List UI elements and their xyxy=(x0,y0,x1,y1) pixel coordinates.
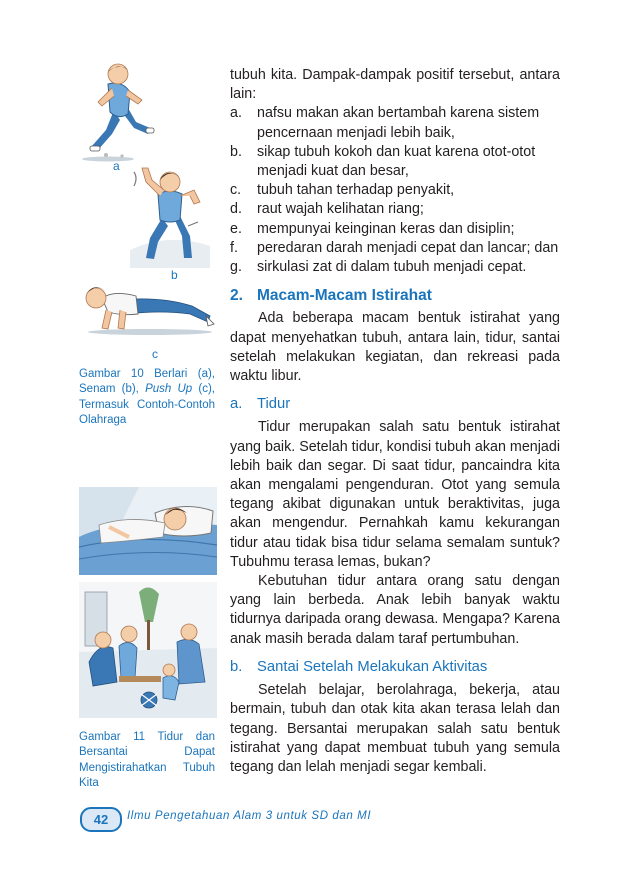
list-item xyxy=(230,239,560,258)
list-item xyxy=(230,181,560,200)
subsection-heading-santai xyxy=(230,658,560,677)
running-boy-illustration xyxy=(78,62,164,162)
list-item xyxy=(230,258,560,277)
list-item-label: f. xyxy=(230,239,238,256)
pushup-boy-illustration xyxy=(80,276,216,336)
figure-label-c: c xyxy=(152,347,158,361)
list-item-text: mempunyai keinginan keras dan disiplin; xyxy=(257,220,515,237)
section-paragraph: Ada beberapa macam bentuk istirahat yang dapat menyehatkan tubuh, antara lain, tidur, santai setelah melakukan kegiatan, dan rekreasi pada waktu libur. xyxy=(230,310,560,385)
tidur-paragraph-2: Kebutuhan tidur antara orang satu dengan yang lain berbeda. Anak lebih banyak waktu tidurnya daripada orang dewasa. Mengapa? Karena anak masih berada dalam taraf pertumbuhan. xyxy=(230,573,560,647)
subsection-heading-tidur xyxy=(230,395,560,414)
list-item xyxy=(230,200,560,219)
list-item xyxy=(230,220,560,239)
subsection-title: Santai Setelah Melakukan Aktivitas xyxy=(257,658,488,675)
list-item-label: d. xyxy=(230,201,242,218)
list-item-text: sirkulasi zat di dalam tubuh menjadi cepat. xyxy=(257,259,527,276)
list-item-text: tubuh tahan terhadap penyakit, xyxy=(257,182,455,199)
figure10-caption-pre: Gambar 10 Berlari (a), Senam (b), xyxy=(79,368,215,396)
figure10-caption-em: Push Up xyxy=(145,383,193,396)
section-number: 2. xyxy=(230,287,243,305)
list-item-label: g. xyxy=(230,259,242,276)
figure10-caption-post: (c), Termasuk Contoh-Contoh Olahraga xyxy=(79,383,215,427)
list-item xyxy=(230,104,560,142)
list-item-label: e. xyxy=(230,220,242,237)
exercising-boy-illustration xyxy=(128,162,212,268)
list-item xyxy=(230,143,560,181)
subsection-label: b. xyxy=(230,658,243,675)
list-item-text: peredaran darah menjadi cepat dan lancar; dan xyxy=(257,239,559,256)
page-number: 42 xyxy=(80,807,122,832)
figure11-caption: Gambar 11 Tidur dan Bersantai Dapat Mengistirahatkan Tubuh Kita xyxy=(79,731,215,790)
section-heading xyxy=(230,286,560,305)
book-title: Ilmu Pengetahuan Alam 3 untuk SD dan MI xyxy=(127,810,372,822)
list-item-label: c. xyxy=(230,182,242,199)
sleeping-boy-illustration xyxy=(79,487,217,575)
benefits-list xyxy=(230,104,560,277)
list-item-label: b. xyxy=(230,143,242,160)
intro-paragraph: tubuh kita. Dampak-dampak positif tersebut, antara lain: xyxy=(230,67,560,103)
figure-label-b: b xyxy=(171,268,178,282)
figure10-caption xyxy=(79,367,215,429)
list-item-label: a. xyxy=(230,105,242,122)
subsection-label: a. xyxy=(230,396,243,413)
list-item-text: sikap tubuh kokoh dan kuat karena otot-otot menjadi kuat dan besar, xyxy=(257,143,536,180)
santai-paragraph: Setelah belajar, berolahraga, bekerja, atau bermain, tubuh dan otak kita akan terasa lelah dan tegang. Bersantai merupakan salah satu bentuk istirahat yang dapat membuat tubuh yang semula tegang dan lelah menjadi segar kembali. xyxy=(230,682,560,775)
section-title: Macam-Macam Istirahat xyxy=(257,287,432,305)
main-text-column xyxy=(230,66,560,777)
relaxing-family-illustration xyxy=(79,582,217,718)
list-item-text: raut wajah kelihatan riang; xyxy=(257,201,424,218)
figure-label-a: a xyxy=(113,159,120,173)
list-item-text: nafsu makan akan bertambah karena sistem pencernaan menjadi lebih baik, xyxy=(257,105,540,141)
subsection-title: Tidur xyxy=(257,396,291,413)
tidur-paragraph-1: Tidur merupakan salah satu bentuk istirahat yang baik. Setelah tidur, kondisi tubuh akan menjadi lebih baik dan segar. Di saat tidur, pancaindra kita akan mengalami pengenduran. Otot yang semula tegang akibat digunakan untuk beraktivitas, juga akan mengendur. Pernahkah kamu kekurangan tidur atau tidak bisa tidur selama semalam suntuk? Tubuhmu terasa lemas, bukan? xyxy=(230,419,560,570)
